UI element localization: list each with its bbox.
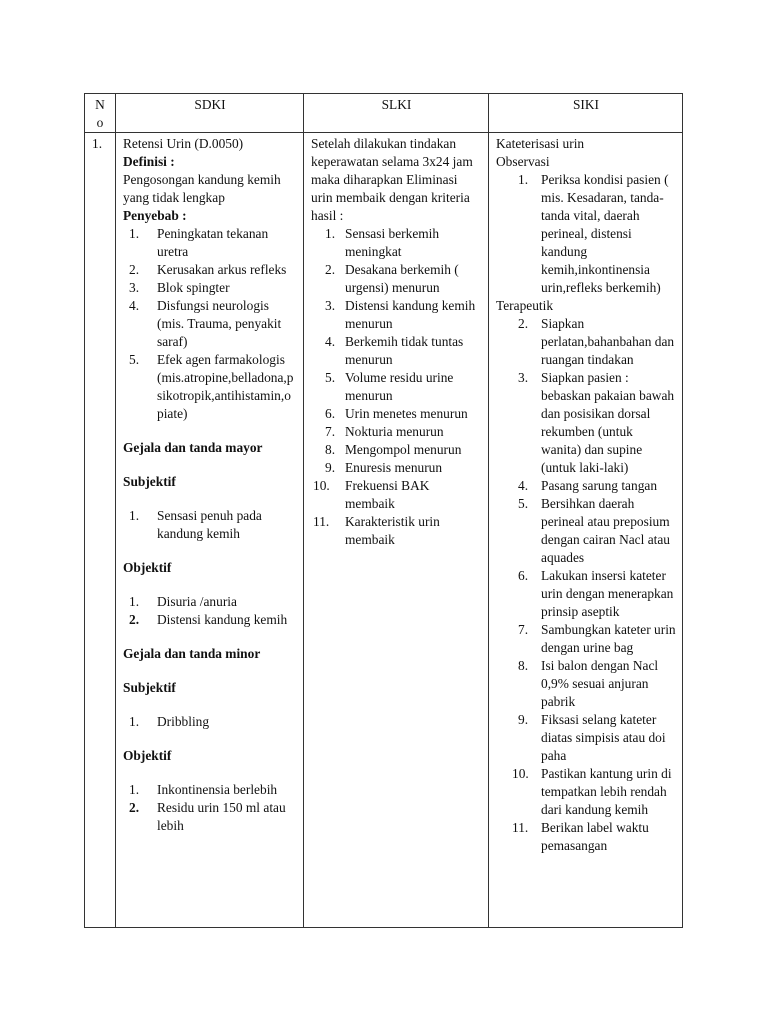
mayor-objektif-label: Objektif: [123, 560, 172, 575]
mayor-subjektif-label: Subjektif: [123, 474, 176, 489]
list-item: 11. Berikan label waktu pemasangan: [512, 820, 649, 853]
header-no-line1: N: [95, 97, 105, 112]
header-no-line2: o: [96, 115, 104, 130]
list-item: 7. Nokturia menurun: [325, 424, 444, 439]
list-item: 2. Kerusakan arkus refleks: [129, 262, 287, 277]
list-item: 5. Bersihkan daerah perineal atau preposium dengan cairan Nacl atau aquades: [518, 496, 670, 565]
slki-cell: [304, 133, 489, 928]
list-item: 7. Sambungkan kateter urin dengan urine bag: [518, 622, 676, 655]
penyebab-list: [123, 225, 297, 423]
list-item: 6. Lakukan insersi kateter urin dengan menerapkan prinsip aseptik: [518, 568, 674, 619]
list-item: 1. Dribbling: [129, 714, 210, 729]
definisi-text: Pengosongan kandung kemih yang tidak lengkap: [123, 172, 281, 205]
list-item: 11. Karakteristik urin membaik: [313, 514, 440, 547]
list-item: 1. Sensasi berkemih meningkat: [325, 226, 440, 259]
header-siki: SIKI: [489, 94, 683, 133]
minor-objektif-list: [123, 781, 297, 835]
nursing-care-table: [84, 93, 683, 928]
diagnosis-title: Retensi Urin (D.0050): [123, 136, 244, 151]
sdki-cell: [116, 133, 304, 928]
minor-objektif-label: Objektif: [123, 748, 172, 763]
definisi-label: Definisi :: [123, 154, 175, 169]
header-sdki: SDKI: [116, 94, 304, 133]
minor-subjektif-label: Subjektif: [123, 680, 176, 695]
list-item: 1. Inkontinensia berlebih: [129, 782, 278, 797]
list-item: 9. Enuresis menurun: [325, 460, 443, 475]
header-no: [85, 94, 116, 133]
list-item: 1. Peningkatan tekanan uretra: [129, 226, 269, 259]
list-item: 1. Sensasi penuh pada kandung kemih: [129, 508, 262, 541]
slki-intro: Setelah dilakukan tindakan keperawatan selama 3x24 jam maka diharapkan Eliminasi urin membaik dengan kriteria hasil :: [311, 136, 473, 223]
list-item: 1. Disuria /anuria: [129, 594, 237, 609]
mayor-label: Gejala dan tanda mayor: [123, 440, 263, 455]
list-item: 10. Frekuensi BAK membaik: [313, 478, 430, 511]
list-item: 1. Periksa kondisi pasien ( mis. Kesadaran, tanda-tanda vital, daerah perineal, distensi kandung kemih,inkontinensia urin,refleks berkemih): [518, 172, 669, 295]
minor-subjektif-list: [123, 713, 297, 731]
observasi-label: Observasi: [496, 154, 550, 169]
mayor-subjektif-list: [123, 507, 297, 543]
list-item: 5. Efek agen farmakologis (mis.atropine,belladona,psikotropik,antihistamin,opiate): [129, 352, 294, 421]
row-number: 1.: [85, 133, 116, 928]
list-item: 9. Fiksasi selang kateter diatas simpisis atau doi paha: [518, 712, 666, 763]
terapeutik-list: [496, 315, 676, 855]
list-item: 3. Distensi kandung kemih menurun: [325, 298, 476, 331]
list-item: 5. Volume residu urine menurun: [325, 370, 454, 403]
row-1: [85, 133, 683, 928]
siki-cell: [489, 133, 683, 928]
list-item: 4. Pasang sarung tangan: [518, 478, 658, 493]
list-item: 2. Desakana berkemih ( urgensi) menurun: [325, 262, 459, 295]
list-item: 6. Urin menetes menurun: [325, 406, 468, 421]
list-item: 4. Berkemih tidak tuntas menurun: [325, 334, 464, 367]
terapeutik-label: Terapeutik: [496, 298, 554, 313]
list-item: 2. Siapkan perlatan,bahanbahan dan ruangan tindakan: [518, 316, 675, 367]
penyebab-label: Penyebab :: [123, 208, 187, 223]
kriteria-list: [311, 225, 482, 549]
list-item: 3. Blok spingter: [129, 280, 230, 295]
header-row: [85, 94, 683, 133]
header-slki: SLKI: [304, 94, 489, 133]
minor-label: Gejala dan tanda minor: [123, 646, 261, 661]
mayor-objektif-list: [123, 593, 297, 629]
list-item: 2. Distensi kandung kemih: [129, 612, 288, 627]
list-item: 3. Siapkan pasien : bebaskan pakaian bawah dan posisikan dorsal rekumben (untuk wanita) dan supine (untuk laki-laki): [518, 370, 675, 475]
list-item: 10. Pastikan kantung urin di tempatkan lebih rendah dari kandung kemih: [512, 766, 672, 817]
list-item: 8. Mengompol menurun: [325, 442, 462, 457]
list-item: 8. Isi balon dengan Nacl 0,9% sesuai anjuran pabrik: [518, 658, 659, 709]
observasi-list: [496, 171, 676, 297]
list-item: 4. Disfungsi neurologis (mis. Trauma, penyakit saraf): [129, 298, 282, 349]
list-item: 2. Residu urin 150 ml atau lebih: [129, 800, 286, 833]
siki-title: Kateterisasi urin: [496, 136, 585, 151]
